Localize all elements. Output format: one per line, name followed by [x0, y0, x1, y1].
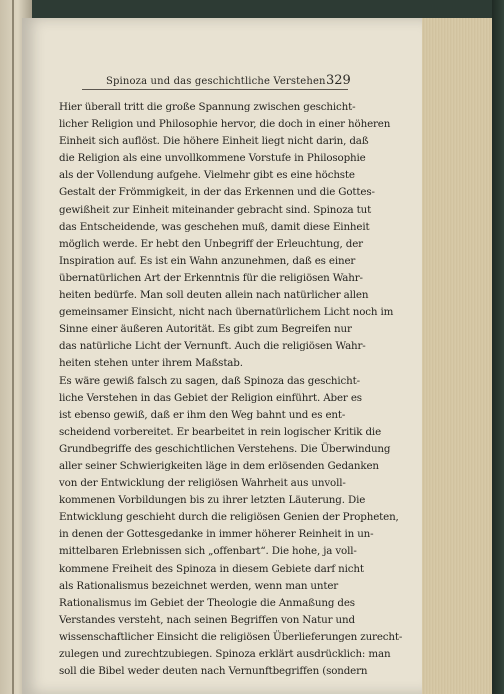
text-line: liche Verstehen in das Gebiet der Religion einführt. Aber es	[59, 391, 362, 404]
text-line: kommene Freiheit des Spinoza in diesem Gebiete darf nicht	[59, 562, 364, 575]
text-line: das Entscheidende, was geschehen muß, damit diese Einheit	[59, 220, 370, 233]
text-line: möglich werde. Er hebt den Unbegriff der Erleuchtung, der	[59, 237, 363, 250]
text-line: gewißheit zur Einheit miteinander gebracht sind. Spinoza tut	[59, 203, 372, 216]
text-line: gemeinsamer Einsicht, nicht nach übernatürlichem Licht noch im	[59, 306, 394, 319]
text-line: aller seiner Schwierigkeiten läge in dem erlösenden Gedanken	[59, 459, 379, 472]
text-line: das natürliche Licht der Vernunft. Auch die religiösen Wahr-	[59, 340, 366, 353]
text-line: ist ebenso gewiß, daß er ihm den Weg bahnt und es ent-	[59, 408, 346, 421]
text-line: Inspiration auf. Es ist ein Wahn anzunehmen, daß es einer	[59, 254, 356, 267]
text-line: als Rationalismus bezeichnet werden, wenn man unter	[59, 579, 339, 592]
text-line: Grundbegriffe des geschichtlichen Verstehens. Die Überwindung	[59, 442, 391, 455]
running-title: Spinoza und das geschichtliche Verstehen	[106, 76, 326, 87]
page-number: 329	[326, 73, 351, 88]
text-line: Sinne einer äußeren Autorität. Es gibt zum Begreifen nur	[59, 323, 352, 336]
text-line: soll die Bibel weder deuten nach Vernunftbegriffen (sondern	[59, 665, 368, 678]
text-line: von der Entwicklung der religiösen Wahrheit aus unvoll-	[59, 477, 346, 490]
text-line: licher Religion und Philosophie hervor, die doch in einer höheren	[59, 118, 391, 131]
text-line: übernatürlichen Art der Erkenntnis für die religiösen Wahr-	[59, 271, 363, 284]
text-line: heiten stehen unter ihrem Maßstab.	[59, 357, 243, 370]
text-line: Rationalismus im Gebiet der Theologie die Anmaßung des	[59, 596, 355, 609]
text-line: in denen der Gottesgedanke in immer höherer Reinheit in un-	[59, 528, 374, 541]
text-line: wissenschaftlicher Einsicht die religiösen Überlieferungen zurecht-	[59, 630, 403, 643]
page-body	[59, 99, 403, 680]
text-line: mittelbaren Erlebnissen sich „offenbart“. Die hohe, ja voll-	[59, 545, 357, 558]
text-line: Es wäre gewiß falsch zu sagen, daß Spinoza das geschicht-	[59, 374, 360, 387]
text-line: kommenen Vorbildungen bis zu ihrer letzten Läuterung. Die	[59, 494, 366, 507]
text-line: Hier überall tritt die große Spannung zwischen geschicht-	[59, 101, 356, 113]
text-line: Gestalt der Frömmigkeit, in der das Erkennen und die Gottes-	[59, 186, 375, 199]
text-line: als der Vollendung aufgehe. Vielmehr gibt es eine höchste	[59, 169, 355, 182]
text-line: Verstandes versteht, nach seinen Begriffen von Natur und	[59, 613, 355, 626]
header-rule	[82, 89, 348, 90]
text-line: Entwicklung geschieht durch die religiösen Genien der Propheten,	[59, 511, 399, 524]
text-line: zulegen und zurechtzubiegen. Spinoza erklärt ausdrücklich: man	[59, 648, 391, 660]
text-line: heiten bedürfe. Man soll deuten allein nach natürlicher allen	[59, 289, 369, 302]
gutter-line	[12, 0, 14, 694]
text-line: die Religion als eine unvollkommene Vorstufe in Philosophie	[59, 152, 366, 165]
book-cover-edge	[492, 0, 504, 694]
text-line: Einheit sich auflöst. Die höhere Einheit liegt nicht darin, daß	[59, 135, 369, 148]
text-line: scheidend vorbereitet. Er bearbeitet in rein logischer Kritik die	[59, 425, 382, 438]
